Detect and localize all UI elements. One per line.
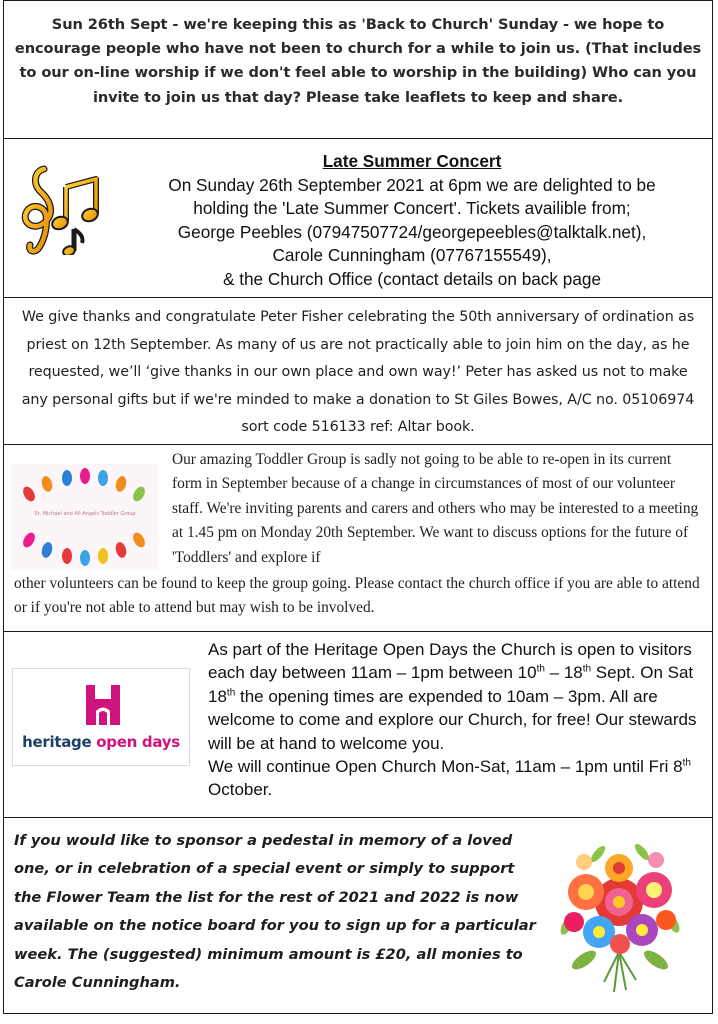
h-house-icon (86, 685, 120, 725)
back-to-church-notice (3, 0, 713, 138)
heritage-text-run: the opening times are expended to 10am – 3pm. All are welcome to come and explore our Church, for free! Our stewards will be at hand to welcome you. (208, 686, 697, 753)
ordinal-suffix: th (226, 687, 236, 699)
concert-content (116, 150, 708, 292)
toddler-group-notice (3, 444, 713, 631)
concert-line: On Sunday 26th September 2021 at 6pm we are delighted to be (168, 174, 656, 195)
handprints-icon (11, 464, 159, 570)
toddler-text-indented: Our amazing Toddler Group is sadly not going to be able to re-open in its current form in September because of a change in circumstances of most of our volunteer staff. We're inviting parents and carers and others who may be interested to a meeting at 1.45 pm on Monday 20th September. We want to discuss options for the future of 'Toddlers' and explore if (172, 451, 699, 566)
heritage-open-days-notice (3, 631, 713, 817)
heritage-paragraph-1 (208, 638, 706, 755)
flower-sponsorship-notice (3, 817, 713, 1014)
heritage-text-run: October. (208, 780, 273, 800)
ordination-notice (3, 297, 713, 444)
concert-line: holding the 'Late Summer Concert'. Tickets availible from; (193, 198, 631, 219)
open-days-word: open days (96, 733, 180, 751)
heritage-text-run: Sept. On Sat 18 (208, 663, 694, 706)
heritage-text-run: We will continue Open Church Mon-Sat, 11am – 1pm until Fri 8 (208, 757, 683, 777)
toddler-group-logo (11, 464, 159, 570)
heritage-open-days-logo (12, 668, 190, 766)
toddler-logo-caption: St. Michael and All Angels Toddler Group (34, 511, 136, 517)
flower-bouquet-icon (544, 832, 694, 997)
heritage-text (208, 638, 706, 802)
concert-title: Late Summer Concert (322, 151, 502, 171)
newsletter-page (3, 0, 715, 1020)
ordinal-suffix: th (536, 663, 545, 675)
heritage-text-run: As part of the Heritage Open Days the Church is open to visitors each day between 11am – 1pm between 10 (208, 640, 692, 683)
heritage-logo-wordmark (13, 733, 189, 751)
flowers-text: If you would like to sponsor a pedestal in memory of a loved one, or in celebration of a special event or simply to support the Flower Team the list for the rest of 2021 and 2022 is now available on the notice board for you to sign up for a particular week. The (suggested) minimum amount is £20, all monies to Carole Cunningham. (14, 832, 536, 992)
back-to-church-text: Sun 26th Sept - we're keeping this as 'Back to Church' Sunday - we hope to encourage people who have not been to church for a while to join us. (That includes to our on-line worship if we don't feel able to worship in the building) Who can you invite to join us that day? Please take leaflets to keep and share. (14, 16, 702, 106)
ordinal-suffix: th (582, 663, 592, 675)
heritage-word: heritage (22, 733, 97, 751)
toddler-text-full: other volunteers can be found to keep the group going. Please contact the church office if you are able to attend or if you're not able to attend but may wish to be involved. (14, 575, 700, 617)
concert-notice (3, 138, 713, 297)
concert-line: & the Church Office (contact details on back page (222, 268, 602, 289)
music-notes-icon (14, 163, 106, 255)
heritage-paragraph-2 (208, 755, 706, 802)
concert-line: George Peebles (07947507724/georgepeebles@talktalk.net), (177, 221, 647, 242)
ordinal-suffix: th (682, 757, 691, 769)
heritage-text-run: – 18 (544, 663, 583, 683)
ordination-text: We give thanks and congratulate Peter Fisher celebrating the 50th anniversary of ordination as priest on 12th September. As many of us are not practically able to join him on the day, as he requested, we’ll ‘give thanks in our own place and own way!’ Peter has asked us not to make any personal gifts but if we're minded to make a donation to St Giles Bowes, A/C no. 05106974 sort code 516133 ref: Altar book. (21, 309, 695, 436)
concert-line: Carole Cunningham (07767155549), (272, 245, 552, 266)
